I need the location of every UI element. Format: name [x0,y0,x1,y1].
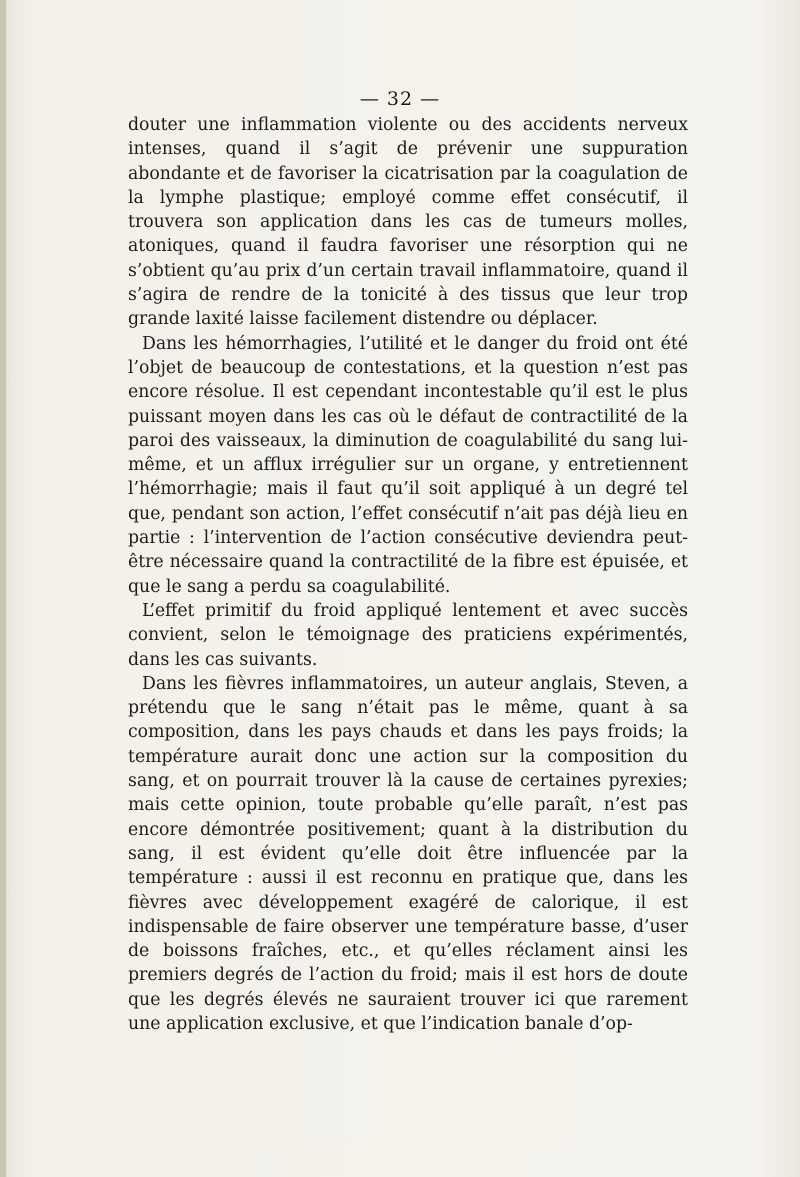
paragraph-fievres-inflammatoires: Dans les fièvres inflammatoires, un auteur anglais, Steven, a prétendu que le sang n’était pas le même, quant à sa composition, dans les pays chauds et dans les pays froids; la température aurait donc une action sur la composition du sang, et on pourrait trouver là la cause de certaines pyrexies; mais cette opinion, toute probable qu’elle paraît, n’est pas encore démontrée positivement; quant à la distribution du sang, il est évident qu’elle doit être influencée par la température : aussi il est reconnu en pratique que, dans les fièvres avec développement exagéré de calorique, il est indispensable de faire observer une température basse, d’user de boissons fraîches, etc., et qu’elles réclament ainsi les premiers degrés de l’action du froid; mais il est hors de doute que les degrés élevés ne sauraient trouver ici que rarement une application exclusive, et que l’indication banale d’op- [128,673,688,1034]
body-text [128,113,688,1036]
paragraph-hemorrhagies: Dans les hémorrhagies, l’utilité et le danger du froid ont été l’objet de beaucoup de contestations, et la question n’est pas encore résolue. Il est cependant incontestable qu’il est le plus puissant moyen dans les cas où le défaut de contractilité de la paroi des vaisseaux, la diminution de coagulabilité du sang lui-même, et un afflux irrégulier sur un organe, y entretiennent l’hémorrhagie; mais il faut qu’il soit appliqué à un degré tel que, pendant son action, l’effet consécutif n’ait pas déjà lieu en partie : l’intervention de l’action consécutive deviendra peut-être nécessaire quand la contractilité de la fibre est épuisée, et que le sang a perdu sa coagulabilité. [128,333,688,597]
paragraph-effet-primitif: L’effet primitif du froid appliqué lentement et avec succès convient, selon le témoignage des praticiens expérimentés, dans les cas suivants. [128,600,688,670]
page-binding-edge [0,0,6,1177]
paragraph-continuation: douter une inflammation violente ou des accidents nerveux intenses, quand il s’agit de prévenir une suppuration abondante et de favoriser la cicatrisation par la coagulation de la lymphe plastique; employé comme effet consécutif, il trouvera son application dans les cas de tumeurs molles, atoniques, quand il faudra favoriser une résorption qui ne s’obtient qu’au prix d’un certain travail inflammatoire, quand il s’agira de rendre de la tonicité à des tissus que leur trop grande laxité laisse facilement distendre ou déplacer. [128,115,688,330]
page-number: — 32 — [359,88,441,110]
